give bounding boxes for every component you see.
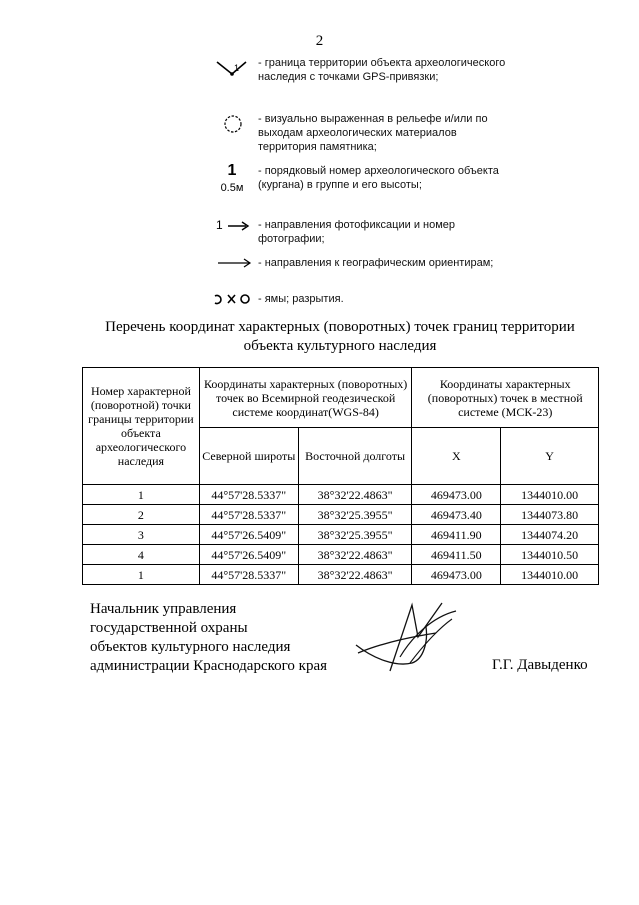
cell-y: 1344010.00 bbox=[501, 565, 599, 585]
header-y: Y bbox=[501, 428, 599, 485]
cell-longitude: 38°32'22.4863" bbox=[298, 485, 412, 505]
photo-number: 1 bbox=[216, 218, 223, 232]
cell-x: 469473.00 bbox=[412, 485, 501, 505]
cell-latitude: 44°57'26.5409" bbox=[199, 545, 298, 565]
handwritten-signature bbox=[352, 597, 462, 680]
cell-y: 1344010.50 bbox=[501, 545, 599, 565]
cell-number: 3 bbox=[83, 525, 200, 545]
position-line-1: Начальник управления bbox=[90, 601, 237, 617]
table-row bbox=[83, 505, 599, 525]
cell-y: 1344010.00 bbox=[501, 485, 599, 505]
boundary-gps-icon bbox=[210, 58, 254, 80]
cell-x: 469473.00 bbox=[412, 565, 501, 585]
signer-name: Г.Г. Давыденко bbox=[492, 657, 588, 673]
cell-number: 2 bbox=[83, 505, 200, 525]
cell-number: 1 bbox=[83, 565, 200, 585]
table-row bbox=[83, 525, 599, 545]
cell-number: 4 bbox=[83, 545, 200, 565]
document-title bbox=[80, 318, 600, 356]
cell-number: 1 bbox=[83, 485, 200, 505]
header-point-number: Номер характерной (поворотной) точки границы территории объекта археологического наследия bbox=[83, 368, 200, 485]
header-wgs84: Координаты характерных (поворотных) точек во Всемирной геодезической системе координат(WGS-84) bbox=[199, 368, 412, 428]
legend-text: - направления к географическим ориентирам; bbox=[258, 257, 494, 269]
cell-latitude: 44°57'28.5337" bbox=[199, 485, 298, 505]
cell-longitude: 38°32'25.3955" bbox=[298, 525, 412, 545]
mound-height-label: 0.5м bbox=[220, 182, 244, 194]
cell-y: 1344074.20 bbox=[501, 525, 599, 545]
cell-latitude: 44°57'28.5337" bbox=[199, 505, 298, 525]
cell-latitude: 44°57'26.5409" bbox=[199, 525, 298, 545]
svg-text:1: 1 bbox=[234, 63, 240, 73]
header-east: Восточной долготы bbox=[298, 428, 412, 485]
table-row bbox=[83, 565, 599, 585]
legend-text: - граница территории объекта археологического наследия с точками GPS-привязки; bbox=[258, 57, 506, 83]
position-line-3: объектов культурного наследия bbox=[90, 639, 291, 655]
table-row bbox=[83, 485, 599, 505]
geo-arrow-icon bbox=[210, 256, 254, 270]
legend-text: - ямы; разрытия. bbox=[258, 293, 344, 305]
cell-x: 469411.50 bbox=[412, 545, 501, 565]
cell-latitude: 44°57'28.5337" bbox=[199, 565, 298, 585]
pits-icon bbox=[210, 292, 254, 306]
mound-number-icon: 1 bbox=[227, 162, 237, 179]
cell-longitude: 38°32'22.4863" bbox=[298, 545, 412, 565]
position-line-2: государственной охраны bbox=[90, 620, 248, 636]
title-line-2: объекта культурного наследия bbox=[243, 338, 437, 354]
header-north: Северной широты bbox=[199, 428, 298, 485]
cell-longitude: 38°32'22.4863" bbox=[298, 565, 412, 585]
header-msk23: Координаты характерных (поворотных) точек в местной системе (МСК-23) bbox=[412, 368, 599, 428]
relief-outline-icon bbox=[210, 114, 254, 134]
cell-longitude: 38°32'25.3955" bbox=[298, 505, 412, 525]
legend-text: - порядковый номер археологического объекта (кургана) в группе и его высоты; bbox=[258, 165, 499, 191]
page-number: 2 bbox=[315, 33, 324, 49]
title-line-1: Перечень координат характерных (поворотных) точек границ территории bbox=[105, 319, 575, 335]
cell-x: 469411.90 bbox=[412, 525, 501, 545]
header-x: X bbox=[412, 428, 501, 485]
position-line-4: администрации Краснодарского края bbox=[90, 658, 328, 674]
signatory-position bbox=[90, 600, 327, 676]
photo-arrow-icon bbox=[210, 218, 254, 234]
cell-y: 1344073.80 bbox=[501, 505, 599, 525]
cell-x: 469473.40 bbox=[412, 505, 501, 525]
legend-text: - направления фотофиксации и номер фотографии; bbox=[258, 219, 456, 245]
table-row bbox=[83, 545, 599, 565]
coordinates-table bbox=[82, 367, 599, 585]
legend-text: - визуально выраженная в рельефе и/или по выходам археологических материалов территория памятника; bbox=[258, 113, 488, 153]
